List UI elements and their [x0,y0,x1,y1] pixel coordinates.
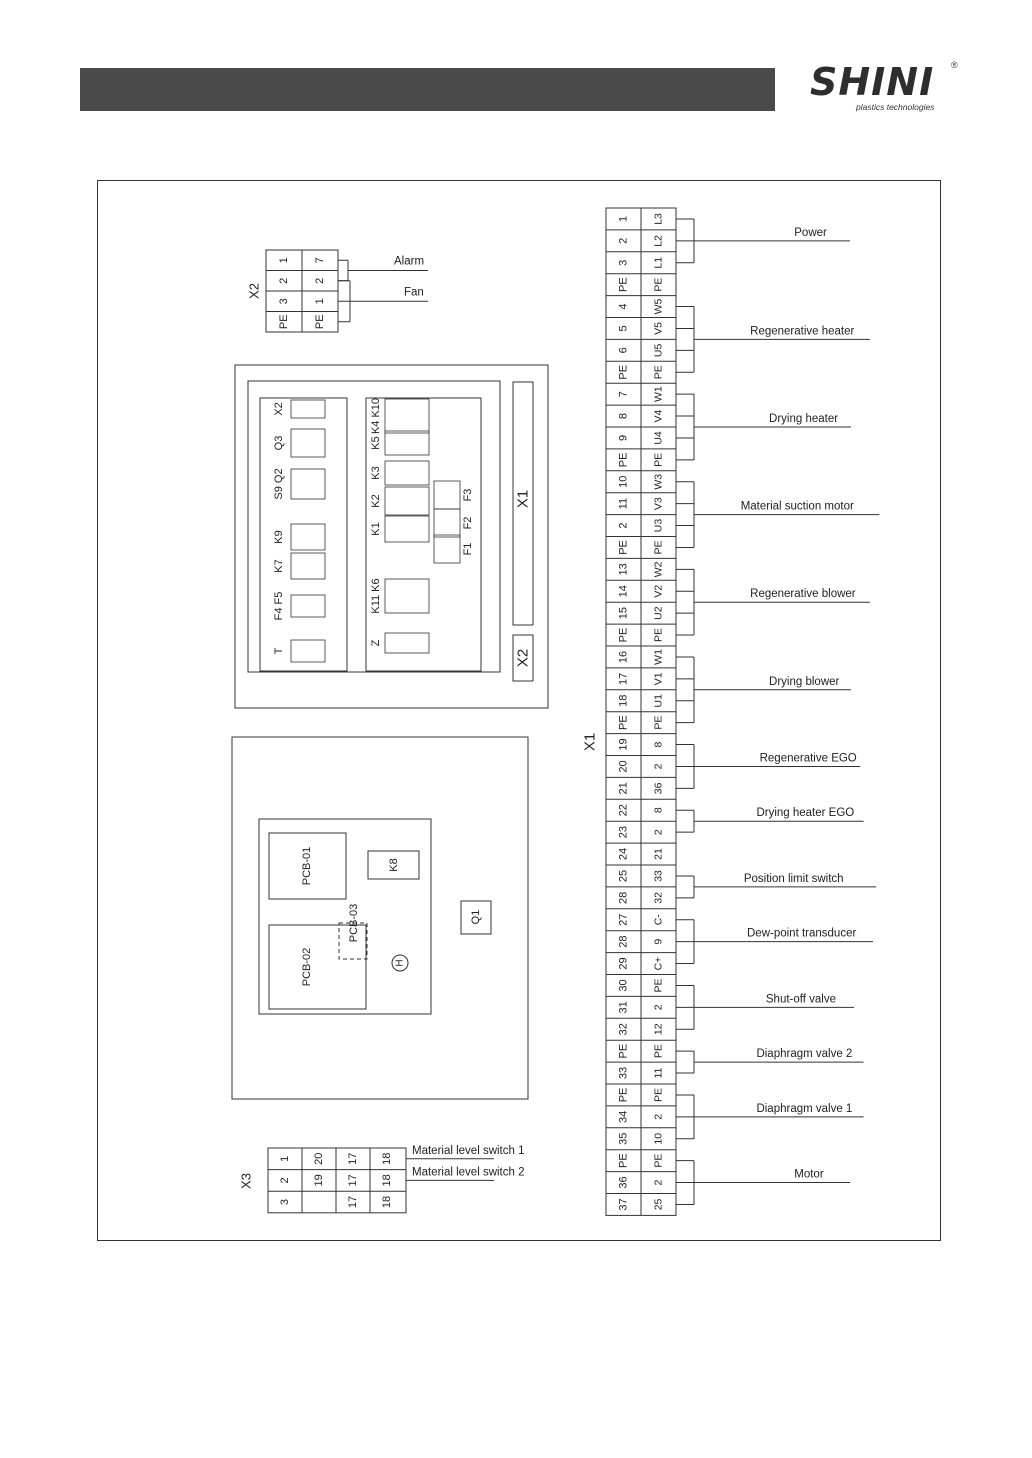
panel-2-outer [232,737,528,1099]
x2-terminal-number: PE [278,314,290,330]
x1-terminal-number: PE [617,627,630,643]
x1-terminal-number: 16 [617,650,630,664]
x1-signal-label: 36 [652,782,665,795]
x1-signal-label: U2 [652,606,665,620]
x3-terminal-number: 3 [279,1198,291,1206]
x1-terminal-number: 31 [617,1001,630,1014]
x2-terminal-number: 2 [278,277,290,284]
panel-1-component [385,579,429,613]
panel-1-fuse [434,481,460,509]
pcb-01-label: PCB-01 [301,846,313,886]
x2-terminal-number: 2 [314,277,326,284]
panel-1-component-label: K4 K10 [370,397,382,435]
wiring-diagram-frame [97,180,941,1241]
panel-1-component [291,595,325,617]
x1-signal-label: W1 [652,649,665,665]
x1-signal-label: 32 [652,892,665,904]
x1-terminal-number: 28 [617,891,630,904]
x3-terminal-number: 18 [381,1152,393,1165]
panel-1-fuse-label: F1 [462,542,474,556]
x1-signal-label: U3 [652,518,665,533]
x1-signal-label: 2 [652,829,665,836]
x1-terminal-number: 15 [617,607,630,620]
x1-terminal-number: 27 [617,913,630,926]
panel-1-component [291,429,325,457]
panel-1-component-label: X2 [273,402,285,416]
x3-label: X3 [238,1173,254,1189]
x3-terminal-number: 18 [381,1174,393,1187]
x1-signal-label: V1 [652,672,665,686]
x1-group-label: Power [794,226,827,239]
x1-signal-label: PE [652,365,665,380]
x1-terminal-number: PE [617,1087,630,1103]
x1-signal-label: PE [652,715,665,730]
panel-1-component [385,399,429,433]
panel-1-fuse-label: F3 [462,488,474,502]
x1-terminal-number: 18 [617,694,630,707]
x1-signal-label: C- [652,914,665,926]
logo-registered-mark: ® [951,60,958,70]
panel-1-component-label: T [273,647,285,655]
x1-terminal-number: 13 [617,563,630,576]
x1-terminal-number: 1 [617,215,630,223]
x1-terminal-number: 14 [617,585,630,598]
wiring-diagram [98,181,940,1240]
x1-terminal-number: 17 [617,672,630,685]
panel-1-component [385,461,429,485]
x1-terminal-number: 19 [617,738,630,751]
x2-terminal-number: 7 [314,257,326,264]
x1-signal-label: U1 [652,694,665,708]
x1-group-label: Motor [794,1168,824,1181]
x1-group-label: Drying blower [769,675,840,688]
x1-signal-label: PE [652,978,665,993]
x2-terminal-number: PE [314,314,326,330]
x1-signal-label: V3 [652,497,665,511]
x3-terminal-number: 17 [347,1174,359,1187]
x1-terminal-number: 25 [617,869,630,883]
panel-1-component-label: K2 [370,494,382,508]
x1-signal-label: PE [652,1153,665,1168]
x1-signal-label: W2 [652,561,665,578]
x1-terminal-number: 2 [617,237,630,244]
x1-signal-label: V2 [652,584,665,598]
x1-terminal-number: 5 [617,325,630,332]
x1-terminal-number: PE [617,1043,630,1059]
x1-terminal-number: PE [617,540,630,555]
x1-signal-label: 8 [652,741,665,748]
x1-terminal-number: 28 [617,935,630,948]
x1-group-label: Regenerative heater [750,325,855,338]
x1-terminal-number: 8 [617,412,630,420]
x1-signal-label: L1 [652,256,665,269]
x1-terminal-number: 37 [617,1198,630,1211]
k8-label: K8 [388,858,400,872]
x2-terminal-number: 1 [314,298,326,305]
x3-signal-label: Material level switch 2 [412,1166,525,1179]
x1-signal-label: PE [652,540,665,555]
logo-wordmark: SHINI [810,60,935,104]
q1-label: Q1 [470,909,482,925]
x1-signal-label: 25 [652,1198,665,1211]
x1-signal-label: PE [652,1087,665,1102]
x1-terminal-number: 9 [617,434,630,442]
x1-terminal-number: 3 [617,259,630,266]
x3-terminal-number: 20 [313,1152,325,1165]
shini-logo [810,60,960,120]
x3-terminal-number: 17 [347,1152,359,1165]
x1-signal-label: 9 [652,938,665,945]
x1-group-label: Position limit switch [743,872,844,885]
x3-terminal-number: 2 [279,1177,291,1184]
panel-1-component-label: F4 F5 [273,591,285,621]
x1-signal-label: 2 [652,763,665,770]
x1-terminal-number: 2 [617,522,630,529]
x3-terminal-number: 19 [313,1174,325,1187]
x2-label: X2 [246,283,262,299]
x1-terminal-number: 32 [617,1023,630,1036]
panel-2-inner [259,819,431,1014]
panel-1-component [385,633,429,653]
panel-1-component-label: K1 [370,522,382,536]
panel-1-component [291,400,325,418]
x1-terminal-number: 23 [617,826,630,839]
x1-terminal-number: 21 [617,782,630,795]
x1-terminal-number: PE [617,715,630,730]
x1-group-label: Regenerative blower [750,588,856,601]
x1-signal-label: C+ [652,956,665,971]
x1-signal-label: PE [652,1044,665,1059]
x1-terminal-number: 36 [617,1176,630,1189]
x1-signal-label: U4 [652,431,665,445]
x1-signal-label: 21 [652,848,665,860]
x1-rail-label: X1 [514,489,532,509]
x3-terminal-number: 1 [279,1155,291,1162]
x1-group-label: Diaphragm valve 2 [756,1048,853,1061]
x1-signal-label: W5 [652,298,665,315]
x3-terminal-number: 18 [381,1195,393,1209]
x1-terminal-number: 30 [617,979,630,992]
x1-group-label: Shut-off valve [765,993,837,1006]
x1-terminal-number: 20 [617,760,630,773]
panel-1-fuse [434,535,460,563]
x1-signal-label: 12 [652,1023,665,1036]
x1-label: X1 [581,732,599,752]
panel-1-right-section [366,398,481,671]
x1-terminal-number: PE [617,1153,630,1168]
x1-terminal-number: PE [617,364,630,380]
x1-terminal-number: 7 [617,391,630,398]
x1-terminal-number: 33 [617,1066,630,1080]
x1-terminal-number: PE [617,452,630,468]
panel-1-component [291,469,325,499]
x1-group-label: Dew-point transducer [747,927,857,940]
panel-1-component-label: K9 [273,530,285,544]
panel-1-component-label: Z [370,639,382,647]
panel-1-fuse-label: F2 [462,516,474,530]
h-meter-label: H [394,959,406,967]
pcb-03-label: PCB-03 [348,903,360,943]
panel-1-component [291,553,325,579]
panel-1-component [291,640,325,662]
x1-terminal-number: 34 [617,1110,630,1123]
panel-1-component-label: K5 [370,436,382,450]
x1-signal-label: W3 [652,473,665,490]
x1-terminal-number: 4 [617,303,630,310]
x2-terminal-number: 3 [278,298,290,305]
panel-1-component [385,516,429,542]
x1-group-label: Material suction motor [740,500,854,513]
x1-signal-label: W1 [652,386,665,403]
x1-group-label: Regenerative EGO [759,752,857,765]
x1-group-label: Drying heater [769,413,839,425]
header-bar [80,68,775,111]
pcb-02-label: PCB-02 [301,947,313,987]
x3-signal-label: Material level switch 1 [412,1144,525,1157]
panel-1-component-label: S9 Q2 [273,468,285,500]
panel-1-component-label: K11 K6 [370,578,382,614]
x1-terminal-number: PE [617,277,630,292]
x1-group-label: Drying heater EGO [756,807,855,820]
x1-terminal-number: 24 [617,847,630,861]
x1-terminal-number: 22 [617,804,630,817]
x1-terminal-number: 6 [617,347,630,354]
panel-1-component [291,524,325,550]
x1-signal-label: U5 [652,343,665,358]
x2-terminal-number: 1 [278,257,290,264]
x1-signal-label: 2 [652,1179,665,1186]
panel-1-component [385,431,429,455]
x1-signal-label: 8 [652,807,665,814]
x1-signal-label: PE [652,277,665,292]
x1-signal-label: PE [652,628,665,643]
x1-signal-label: 11 [652,1067,665,1079]
panel-1-component-label: Q3 [273,435,285,451]
x1-signal-label: 2 [652,1113,665,1120]
x1-group-label: Diaphragm valve 1 [756,1102,853,1115]
x1-signal-label: V5 [652,322,665,335]
x1-signal-label: V4 [652,409,665,423]
panel-1-component [385,487,429,515]
x1-terminal-number: 11 [617,497,630,510]
x1-signal-label: PE [652,452,665,467]
x1-signal-label: L3 [652,213,665,225]
x2-signal-label: Alarm [394,255,425,268]
x1-terminal-number: 35 [617,1132,630,1145]
x1-signal-label: 10 [652,1132,665,1145]
panel-1-component-label: K3 [370,466,382,480]
logo-tagline: plastics technologies [856,102,935,112]
panel-1-fuse [434,509,460,537]
x1-signal-label: 33 [652,870,665,882]
x1-signal-label: L2 [652,235,665,247]
x2-signal-label: Fan [404,286,424,299]
x1-signal-label: 2 [652,1004,665,1011]
x3-terminal-number: 17 [347,1195,359,1209]
x1-terminal-number: 10 [617,475,630,488]
x2-rail-label: X2 [514,648,532,668]
x1-terminal-number: 29 [617,957,630,970]
panel-1-component-label: K7 [273,559,285,573]
